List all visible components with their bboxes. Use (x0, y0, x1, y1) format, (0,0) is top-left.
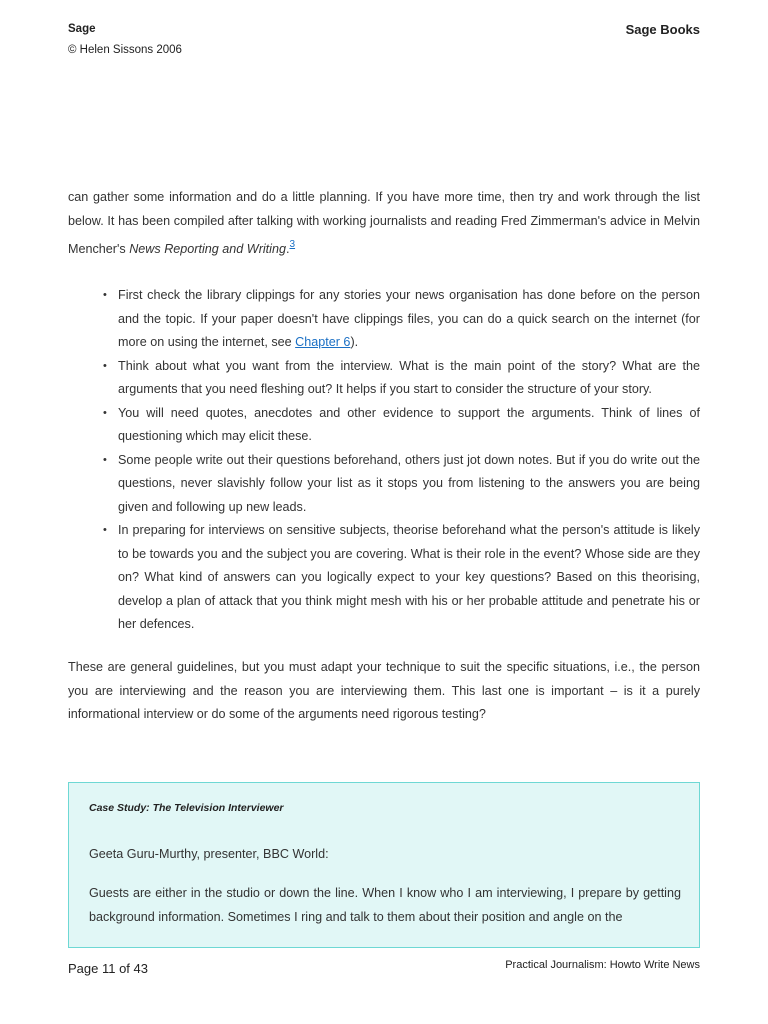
list-item: • Some people write out their questions beforehand, others just jot down notes. But if you do write out the questions, never slavishly follow your list as it stops you from listening to the answers you are being given and following up new leads. (68, 449, 700, 520)
list-item (68, 284, 700, 355)
publisher-name: Sage (68, 23, 96, 35)
intro-paragraph (68, 186, 700, 262)
intro-period: . (286, 242, 290, 256)
preparation-list (68, 284, 700, 637)
chapter-6-link[interactable]: Chapter 6 (295, 335, 351, 349)
case-study-text: Guests are either in the studio or down the line. When I know who I am interviewing, I prepare by getting background information. Sometimes I ring and talk to them about their position and angle on the (89, 886, 681, 924)
page-header-left (68, 22, 182, 58)
copyright-notice: © Helen Sissons 2006 (68, 44, 182, 56)
list-item: • Think about what you want from the interview. What is the main point of the story? What are the arguments that you need fleshing out? It helps if you start to consider the structure of your story. (68, 355, 700, 402)
page-number: Page 11 of 43 (68, 961, 148, 976)
book-title: News Reporting and Writing (129, 242, 286, 256)
list-item: • In preparing for interviews on sensitive subjects, theorise beforehand what the person's attitude is likely to be towards you and the subject you are covering. What is their role in the event? Whose side are they on? What kind of answers can you logically expect to your key questions? Based on this theorising, develop a plan of attack that you think might mesh with his or her probable attitude and penetrate his or her defences. (68, 519, 700, 637)
summary-paragraph: These are general guidelines, but you must adapt your technique to suit the specific situations, i.e., the person you are interviewing and the reason you are interviewing them. This last one is important – is it a purely informational interview or do some of the arguments need rigorous testing? (68, 660, 700, 721)
case-study-speaker: Geeta Guru-Murthy, presenter, BBC World: (89, 847, 329, 861)
list-item-text-end: ). (350, 335, 359, 349)
list-item: • You will need quotes, anecdotes and other evidence to support the arguments. Think of lines of questioning which may elicit these. (68, 402, 700, 449)
book-title-footer: Practical Journalism: Howto Write News (505, 959, 700, 971)
case-study-box (68, 782, 700, 948)
list-item-text: First check the library clippings for any stories your news organisation has done before on the person and the topic. If your paper doesn't have clippings files, you can do a quick search on the internet (for more on using the internet, see (118, 288, 700, 349)
brand-name: Sage Books (625, 22, 700, 37)
case-study-title: Case Study: The Television Interviewer (89, 802, 284, 814)
intro-text: can gather some information and do a little planning. If you have more time, then try and work through the list below. It has been compiled after talking with working journalists and reading Fred Zimmerman's advice in Melvin Mencher's (68, 190, 700, 256)
footnote-link[interactable]: 3 (289, 239, 296, 250)
